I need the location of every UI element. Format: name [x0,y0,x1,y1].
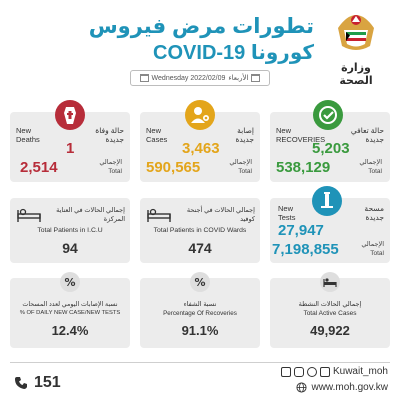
facebook-icon[interactable] [281,367,291,377]
deaths-total-label-en: Total [108,168,122,175]
active-label-en: Total Active Cases [303,310,357,317]
tests-new-value: 27,947 [278,222,324,239]
cases-total-value: 590,565 [146,159,201,176]
wards-card [140,198,260,263]
wards-label-en: Total Patients in COVID Wards [153,227,247,234]
instagram-icon[interactable] [294,367,304,377]
twitter-icon[interactable] [307,367,317,377]
deaths-total-value: 2,514 [20,159,58,176]
title-covid: كورونا COVID-19 [153,42,314,64]
globe-icon [296,382,307,393]
tests-total-label-en: Total [370,250,384,257]
recovery-rate-value: 91.1% [181,323,219,338]
percent-icon [60,272,80,292]
cases-total-label-en: Total [238,168,252,175]
cases-label-en: New Cases [146,126,168,144]
svg-text:%: % [64,276,76,289]
social-handle[interactable] [281,366,388,377]
ministry-name: وزارة الصحة [339,62,373,87]
social-handle-text: Kuwait_moh [332,366,388,377]
percent-icon [190,272,210,292]
deaths-label-en: New Deaths [16,126,40,144]
date-arabic: الأربعاء [228,75,249,82]
hotline[interactable] [14,374,61,392]
recoveries-label-ar: حالة تعافي جديدة [350,126,384,144]
recovered-check-icon [313,100,343,130]
icu-card [10,198,130,263]
footer-divider [10,362,390,363]
test-tube-icon [312,186,342,216]
youtube-icon[interactable] [320,367,330,377]
tests-label-ar: مسحة جديدة [364,204,384,222]
kuwait-emblem-icon [332,6,380,54]
svg-text:%: % [194,276,206,289]
recoveries-total-value: 538,129 [276,159,331,176]
header [0,0,400,95]
footer [0,362,400,400]
recoveries-total-label-ar: الإجمالي [359,159,382,166]
icu-value: 94 [62,240,78,256]
recoveries-total-label-en: Total [368,168,382,175]
icu-bed-icon [16,204,42,224]
recoveries-label-en: New RECOVERIES [276,126,326,144]
wards-label-ar: إجمالي الحالات في أجنحة كوفيد [186,207,255,223]
deaths-total-label-ar: الإجمالي [99,159,122,166]
icu-label-ar: إجمالي الحالات في العناية المركزة [56,207,125,223]
recoveries-new-value: 5,203 [312,140,350,157]
title-arabic: تطورات مرض فيروس [88,15,314,38]
ministry-logo-block [326,6,386,87]
deaths-new-value: 1 [66,140,75,157]
active-value: 49,922 [310,323,350,338]
positive-rate-value: 12.4% [51,323,89,338]
calendar-icon [140,74,149,82]
cases-new-value: 3,463 [182,140,220,157]
positive-rate-label-en: % OF DAILY NEW CASE/NEW TESTS [19,310,121,316]
deaths-label-ar: حالة وفاة جديدة [95,126,124,144]
cases-total-label-ar: الإجمالي [229,159,252,166]
calendar-icon [251,74,260,82]
tests-label-en: New Tests [278,204,296,222]
tests-total-value: 7,198,855 [272,241,339,258]
phone-icon [14,376,28,390]
ward-bed-icon [146,204,172,224]
recovery-rate-label-ar: نسبة الشفاء [183,301,217,308]
bed-icon [320,272,340,292]
positive-rate-label-ar: نسبة الإصابات اليومي لعدد المسحات [22,301,118,308]
tests-total-label-ar: الإجمالي [361,241,384,248]
website-link[interactable] [296,382,388,393]
wards-value: 474 [188,240,212,256]
date-english: Wednesday 2022/02/09 [151,74,226,82]
coffin-icon [55,100,85,130]
cases-label-ar: إصابة جديدة [235,126,254,144]
hotline-number: 151 [34,374,61,391]
active-label-ar: إجمالي الحالات النشطة [298,301,362,308]
icu-label-en: Total Patients in I.C.U [37,227,103,234]
recovery-rate-label-en: Percentage Of Recoveries [163,310,237,317]
date-bar [130,70,270,86]
virus-person-icon [185,100,215,130]
website-text: www.moh.gov.kw [311,382,388,393]
